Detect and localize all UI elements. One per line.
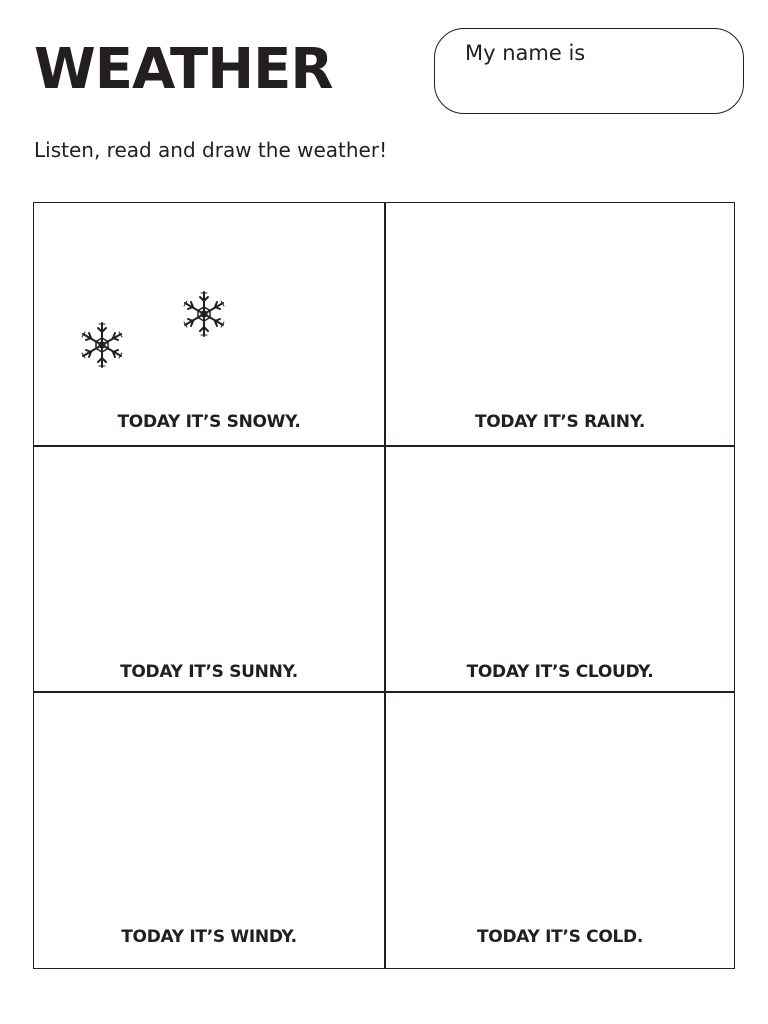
caption-cloudy: TODAY IT’S CLOUDY. xyxy=(466,662,654,682)
snowflake-icon xyxy=(178,290,230,338)
caption-snowy: TODAY IT’S SNOWY. xyxy=(117,412,301,432)
snowflake-icon xyxy=(76,321,128,369)
weather-cell-snowy[interactable] xyxy=(34,203,384,445)
weather-cell-cloudy[interactable] xyxy=(385,446,735,691)
name-field-label: My name is xyxy=(465,41,586,65)
caption-windy: TODAY IT’S WINDY. xyxy=(121,927,297,947)
caption-cold: TODAY IT’S COLD. xyxy=(477,927,643,947)
name-field[interactable] xyxy=(434,28,744,114)
weather-cell-cold[interactable] xyxy=(385,692,735,968)
caption-rainy: TODAY IT’S RAINY. xyxy=(474,412,646,432)
page-title: WEATHER xyxy=(34,37,333,102)
weather-cell-sunny[interactable] xyxy=(34,446,384,691)
weather-grid xyxy=(33,202,735,969)
caption-sunny: TODAY IT’S SUNNY. xyxy=(120,662,298,682)
weather-cell-windy[interactable] xyxy=(34,692,384,968)
instructions: Listen, read and draw the weather! xyxy=(34,138,388,162)
weather-cell-rainy[interactable] xyxy=(385,203,735,445)
